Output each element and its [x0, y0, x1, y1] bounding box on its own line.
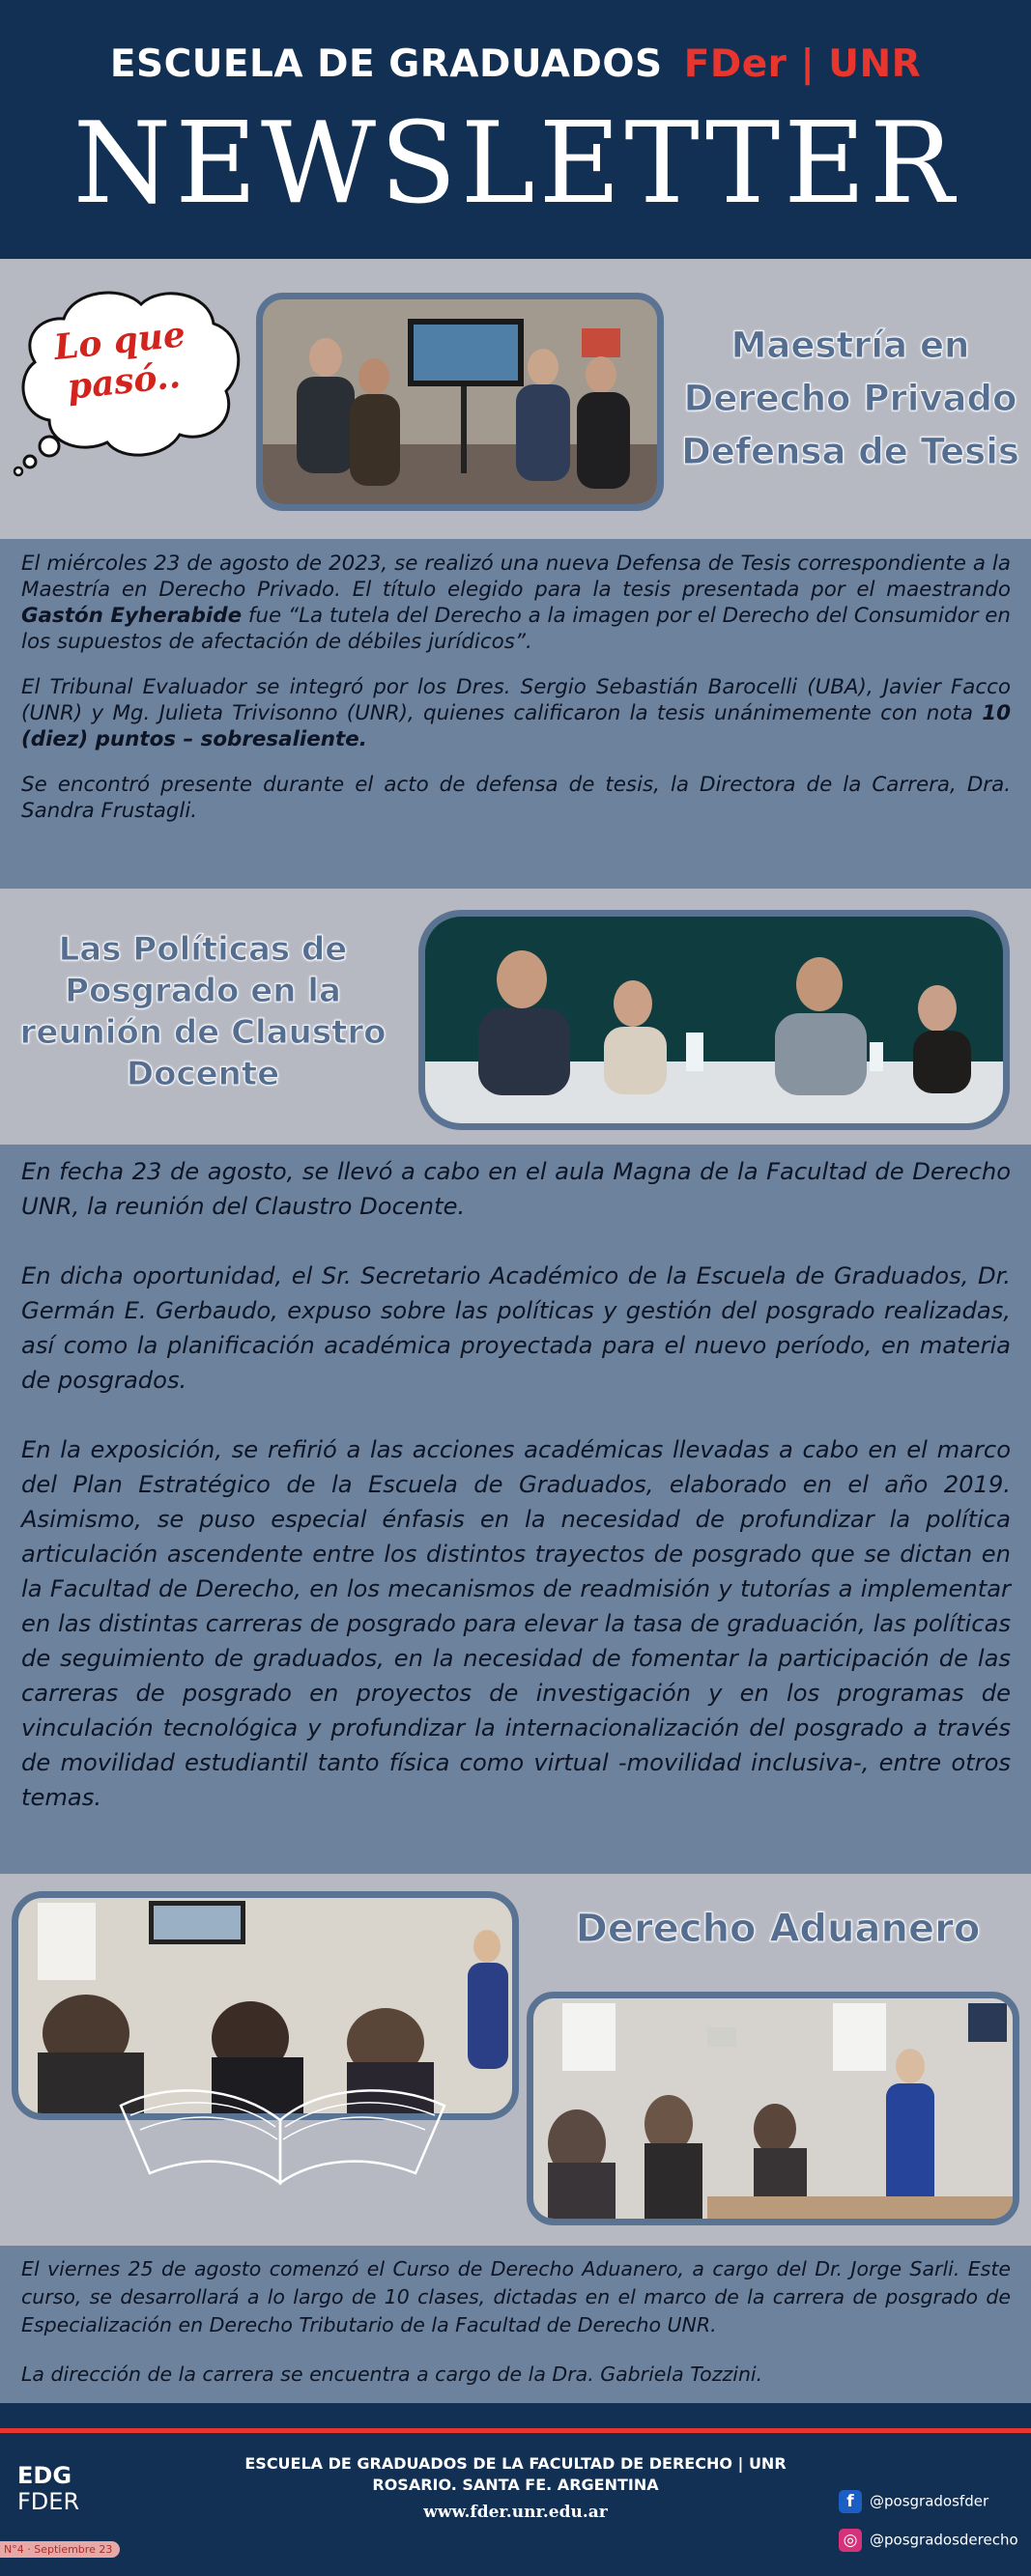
section1-paragraph — [21, 674, 1011, 752]
text-span: El miércoles 23 de agosto de 2023, se realizó una nueva Defensa de Tesis correspondiente a la Maestría en Derecho Privado. El título elegido para la tesis presentada por el maestrando — [21, 552, 1011, 602]
section2-heading-line: Docente — [126, 1055, 280, 1093]
facebook-icon: f — [839, 2490, 862, 2513]
footer-line: ESCUELA DE GRADUADOS DE LA FACULTAD DE DERECHO | UNR — [244, 2454, 787, 2473]
school-accent: FDer | UNR — [683, 42, 922, 86]
section1-heading-line: Derecho Privado — [683, 378, 1017, 419]
facebook-link[interactable] — [839, 2490, 988, 2513]
logo-line: FDER — [17, 2488, 80, 2515]
instagram-icon: ◎ — [839, 2529, 862, 2552]
section3-heading: Derecho Aduanero — [575, 1907, 981, 1951]
issue-badge: N°4 · Septiembre 23 — [0, 2541, 120, 2558]
footer — [0, 2403, 1031, 2576]
facebook-handle: @posgradosfder — [870, 2492, 989, 2510]
section1-paragraph: Se encontró presente durante el acto de defensa de tesis, la Directora de la Carrera, Dra. Sandra Frustagli. — [21, 773, 1011, 823]
instagram-link[interactable] — [839, 2529, 1018, 2552]
section1-heading-line: Maestría en — [730, 325, 970, 366]
school-title — [0, 42, 1031, 86]
section3-text — [21, 2255, 1011, 2410]
website-link[interactable]: www.fder.unr.edu.ar — [423, 2503, 608, 2522]
section3-paragraph: La dirección de la carrera se encuentra a cargo de la Dra. Gabriela Tozzini. — [21, 2363, 763, 2386]
section2-paragraph: En fecha 23 de agosto, se llevó a cabo en el aula Magna de la Facultad de Derecho UNR, la reunión del Claustro Docente. — [21, 1158, 1011, 1220]
aduanero-photo-right — [527, 1992, 1019, 2225]
instagram-handle: @posgradosderecho — [870, 2531, 1018, 2549]
section2-paragraph: En dicha oportunidad, el Sr. Secretario Académico de la Escuela de Graduados, Dr. Germán E. Gerbaudo, expuso sobre las políticas y gestión del posgrado realizadas, así como la planificación académica proyectada para el nuevo período, en materia de posgrados. — [21, 1262, 1011, 1394]
section2-text — [21, 1154, 1011, 1850]
school-name: ESCUELA DE GRADUADOS — [109, 42, 663, 86]
text-span: fue “La tutela del Derecho a la imagen por el Derecho del Consumidor en los supuestos de afectación de débiles jurídicos”. — [21, 604, 1011, 654]
claustro-photo — [418, 910, 1010, 1130]
footer-line: ROSARIO. SANTA FE. ARGENTINA — [372, 2476, 659, 2494]
section1-paragraph — [21, 551, 1011, 655]
section1-heading — [676, 319, 1024, 478]
section2-heading-line: reunión de Claustro — [19, 1013, 387, 1052]
section2-heading-line: Las Políticas de — [58, 930, 348, 969]
text-span: El Tribunal Evaluador se integró por los Dres. Sergio Sebastián Barocelli (UBA), Javier Facco (UNR) y Mg. Julieta Trivisonno (UNR), quienes calificaron la tesis unánimemente con nota — [21, 675, 1011, 725]
section1-heading-line: Defensa de Tesis — [681, 431, 1019, 472]
edg-logo — [17, 2463, 79, 2515]
section3-paragraph: El viernes 25 de agosto comenzó el Curso de Derecho Aduanero, a cargo del Dr. Jorge Sarli. Este curso, se desarrollará a lo largo de 10 clases, dictadas en el marco de la carrera de posgrado de Especialización en Derecho Tributario de la Facultad de Derecho UNR. — [21, 2257, 1011, 2336]
section2-paragraph: En la exposición, se refirió a las acciones académicas llevadas a cabo en el marco del Plan Estratégico de la Escuela de Graduados, elaborado en el año 2019. Asimismo, se puso especial énfasis en la necesidad de profundizar la política articulación ascendente entre los distintos trayectos de posgrado que se dictan en la Facultad de Derecho, en los mecanismos de readmisión y tutorías a implementar en las distintas carreras de posgrado para elevar la tasa de graduación, las políticas de seguimiento de graduados, en la necesidad de fomentar la participación de las carreras de posgrado en proyectos de investigación y en los programas de vinculación tecnológica y profundizar la internacionalización del posgrado a través de movilidad estudiantil tanto física como virtual -movilidad inclusiva-, entre otros temas. — [21, 1436, 1011, 1811]
section2-heading-line: Posgrado en la — [65, 972, 341, 1010]
section2-heading — [10, 929, 396, 1095]
footer-divider — [0, 2428, 1031, 2433]
header — [0, 0, 1031, 259]
logo-line: EDG — [17, 2462, 72, 2489]
newsletter-title: NEWSLETTER — [72, 99, 959, 229]
thesis-defense-photo — [256, 293, 664, 511]
section1-text — [21, 551, 1011, 843]
grade: 10 (diez) puntos – sobresaliente. — [21, 701, 1011, 751]
student-name: Gastón Eyherabide — [21, 604, 243, 628]
cloud-label: Lo que pasó.. — [51, 314, 187, 408]
open-book-icon — [111, 2067, 454, 2188]
